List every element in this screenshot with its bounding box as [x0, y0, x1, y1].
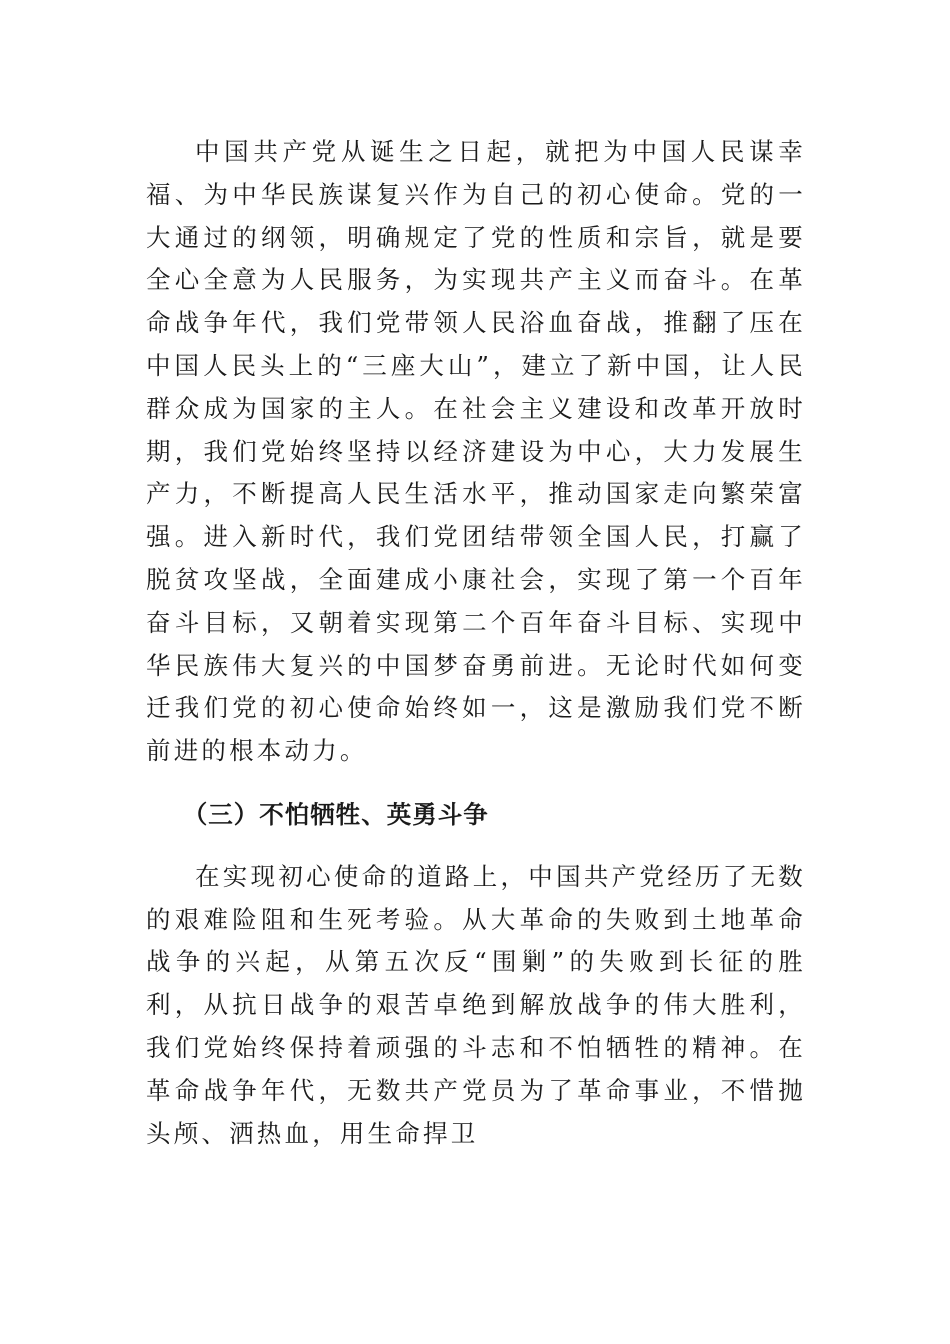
document-page: [146, 131, 806, 1155]
section-heading: （三）不怕牺牲、英勇斗争: [182, 799, 489, 829]
body-paragraph-initial-mission: 中国共产党从诞生之日起，就把为中国人民谋幸福、为中华民族谋复兴作为自己的初心使命。党的一大通过的纲领，明确规定了党的性质和宗旨，就是要全心全意为人民服务，为实现共产主义而奋斗。在革命战争年代，我们党带领人民浴血奋战，推翻了压在中国人民头上的“三座大山”，建立了新中国，让人民群众成为国家的主人。在社会主义建设和改革开放时期，我们党始终坚持以经济建设为中心，大力发展生产力，不断提高人民生活水平，推动国家走向繁荣富强。进入新时代，我们党团结带领全国人民，打赢了脱贫攻坚战，全面建成小康社会，实现了第一个百年奋斗目标，又朝着实现第二个百年奋斗目标、实现中华民族伟大复兴的中国梦奋勇前进。无论时代如何变迁我们党的初心使命始终如一，这是激励我们党不断前进的根本动力。: [146, 137, 806, 766]
body-paragraph-sacrifice: 在实现初心使命的道路上，中国共产党经历了无数的艰难险阻和生死考验。从大革命的失败到土地革命战争的兴起，从第五次反“围剿”的失败到长征的胜利，从抗日战争的艰苦卓绝到解放战争的伟大胜利，我们党始终保持着顽强的斗志和不怕牺牲的精神。在革命战争年代，无数共产党员为了革命事业，不惜抛头颅、洒热血，用生命捍卫: [146, 861, 806, 1148]
